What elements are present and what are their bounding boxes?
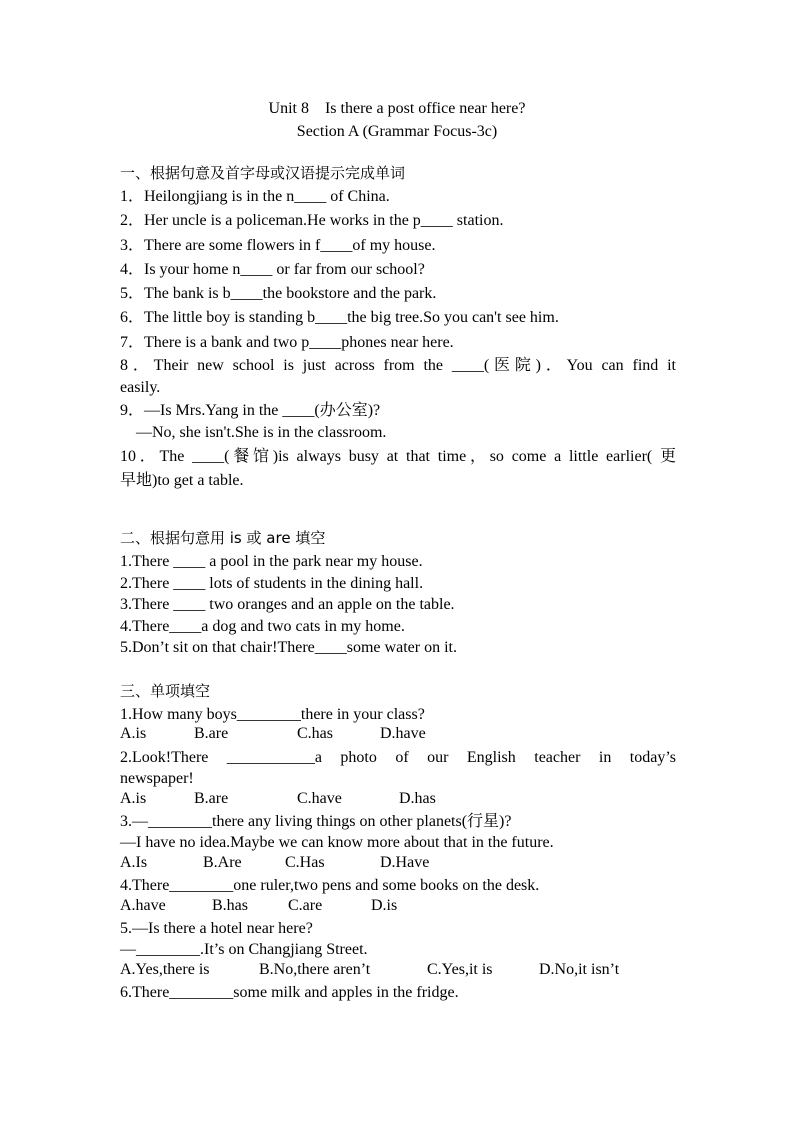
question-stem: 4.There________one ruler,two pens and some books on the desk.: [120, 877, 540, 895]
question-stem: 6.There________some milk and apples in the fridge.: [120, 984, 459, 1002]
question-stem: 2.Look!There ___________a photo of our English teacher in today’s: [120, 748, 676, 766]
question-stem-continued: newspaper!: [120, 770, 194, 788]
question-options: [120, 897, 676, 918]
section2-heading: 二、根据句意用 is 或 are 填空: [120, 529, 326, 547]
list-item: 4．Is your home n____ or far from our school?: [120, 260, 425, 278]
question-stem: 3.—________there any living things on other planets(行星)?: [120, 812, 512, 830]
title-block: [0, 97, 794, 143]
list-item-continued: easily.: [120, 379, 161, 397]
option: D.Have: [380, 853, 430, 871]
list-item: 9．—Is Mrs.Yang in the ____(办公室)?: [120, 401, 381, 419]
option: C.Has: [285, 853, 325, 871]
option: B.No,there aren’t: [259, 960, 371, 978]
option: B.has: [212, 896, 248, 914]
option: B.are: [194, 725, 229, 743]
list-item: 7．There is a bank and two p____phones near here.: [120, 333, 454, 351]
question-options: [120, 961, 676, 982]
section3-list: [120, 704, 676, 1003]
option: A.is: [120, 789, 147, 807]
option: D.has: [399, 789, 436, 807]
question-stem-continued: —I have no idea.Maybe we can know more about that in the future.: [120, 834, 554, 852]
list-item: 3.There ____ two oranges and an apple on the table.: [120, 596, 455, 614]
list-item: 5.Don’t sit on that chair!There____some water on it.: [120, 639, 457, 657]
question-stem: 1.How many boys________there in your class?: [120, 706, 425, 723]
list-item: 1.There ____ a pool in the park near my house.: [120, 553, 423, 570]
question-options: [120, 790, 676, 811]
question-options: [120, 725, 676, 746]
list-item-answer: —No, she isn't.She is in the classroom.: [136, 424, 387, 442]
question-options: [120, 854, 676, 875]
list-item: 6．The little boy is standing b____the big tree.So you can't see him.: [120, 309, 559, 327]
option: A.have: [120, 896, 166, 914]
option: B.Are: [203, 853, 242, 871]
list-item: 4.There____a dog and two cats in my home.: [120, 617, 405, 635]
option: D.No,it isn’t: [539, 960, 620, 978]
list-item: 3．There are some flowers in f____of my house.: [120, 236, 436, 254]
option: C.have: [297, 789, 342, 807]
option: C.Yes,it is: [427, 960, 493, 978]
section1-list: [120, 185, 676, 493]
section3-heading: 三、单项填空: [120, 682, 211, 700]
unit-title: Unit 8 Is there a post office near here?: [268, 100, 526, 117]
option: C.has: [297, 725, 333, 743]
option: D.have: [380, 725, 426, 743]
list-item: 8．Their new school is just across from the ____(医院)．You can find it: [120, 357, 676, 375]
option: B.are: [194, 789, 229, 807]
option: A.Is: [120, 853, 148, 871]
section2-list: [120, 551, 676, 659]
option: A.is: [120, 725, 147, 743]
question-stem-continued: —________.It’s on Changjiang Street.: [120, 941, 368, 959]
question-stem: 5.—Is there a hotel near here?: [120, 919, 313, 937]
section1-heading: 一、根据句意及首字母或汉语提示完成单词: [120, 164, 406, 182]
list-item-continued: 早地)to get a table.: [120, 471, 244, 489]
list-item: 2．Her uncle is a policeman.He works in the p____ station.: [120, 212, 504, 230]
option: A.Yes,there is: [120, 960, 210, 978]
list-item: 1．Heilongjiang is in the n____ of China.: [120, 188, 390, 205]
list-item: 2.There ____ lots of students in the dining hall.: [120, 574, 424, 592]
section-title: Section A (Grammar Focus-3c): [296, 123, 498, 140]
option: C.are: [288, 896, 323, 914]
list-item: 10．The ____(餐馆)is always busy at that time，so come a little earlier( 更: [120, 447, 676, 465]
option: D.is: [371, 896, 398, 914]
list-item: 5．The bank is b____the bookstore and the park.: [120, 285, 437, 303]
